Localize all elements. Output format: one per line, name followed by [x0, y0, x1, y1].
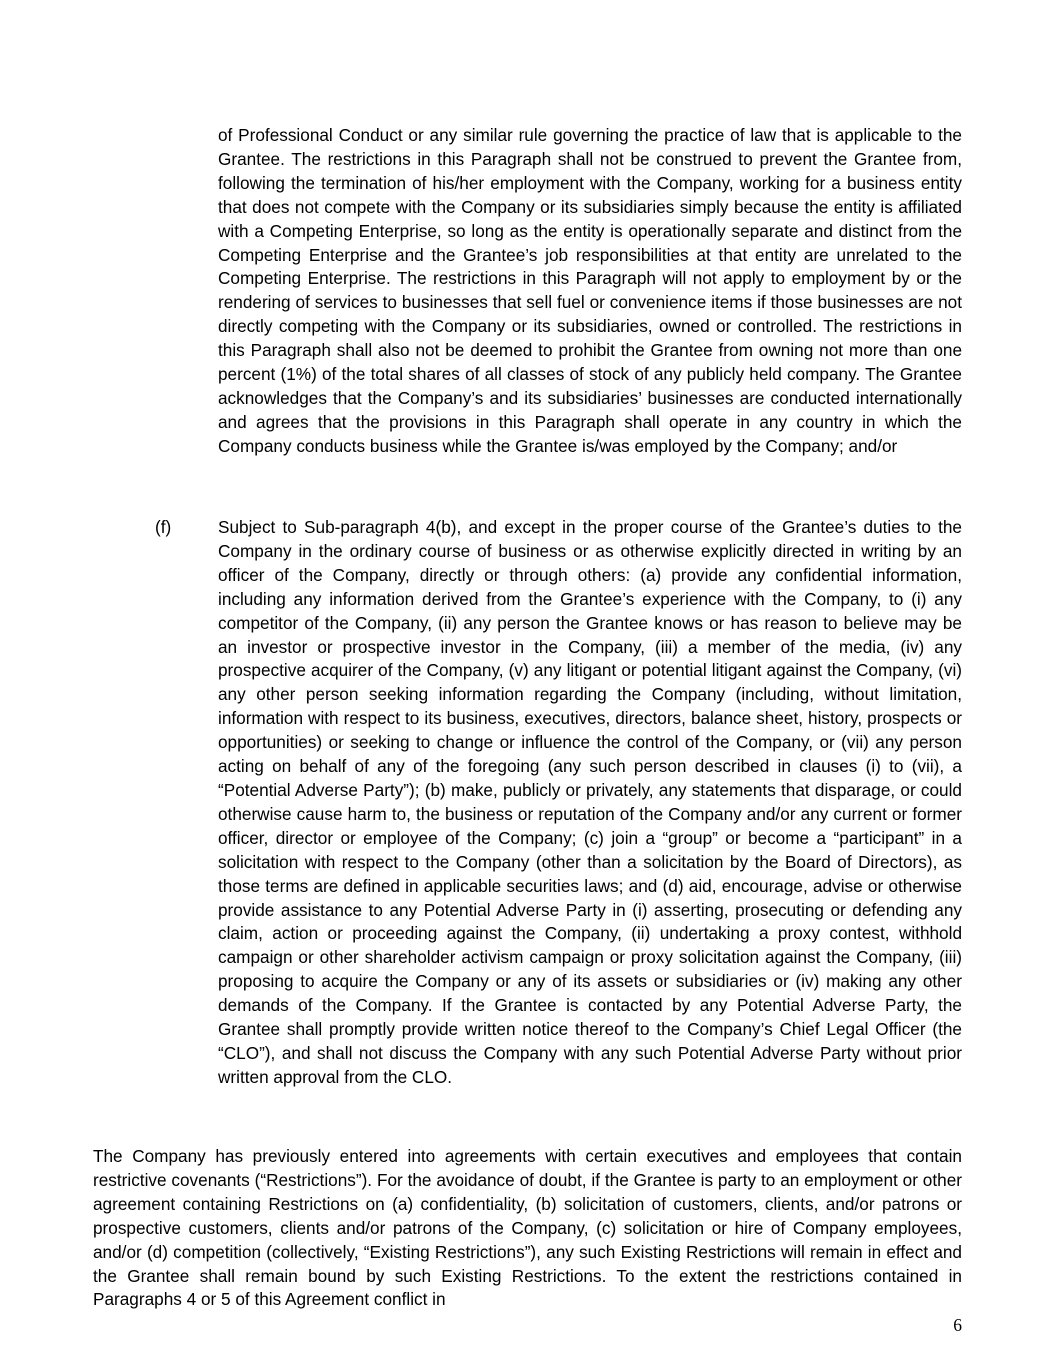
paragraph-e-continuation: of Professional Conduct or any similar rule governing the practice of law that is applicable to the Grantee. The restrictions in this Paragraph shall not be construed to prevent the Grantee from, following the termination of his/her employment with the Company, working for a business entity that does not compete with the Company or its subsidiaries simply because the entity is affiliated with a Competing Enterprise, so long as the entity is operationally separate and distinct from the Competing Enterprise and the Grantee’s job responsibilities at that entity are unrelated to the Competing Enterprise. The restrictions in this Paragraph will not apply to employment by or the rendering of services to businesses that sell fuel or convenience items if those businesses are not directly competing with the Company or its subsidiaries, owned or controlled. The restrictions in this Paragraph shall also not be deemed to prohibit the Grantee from owning not more than one percent (1%) of the total shares of all classes of stock of any publicly held company. The Grantee acknowledges that the Company’s and its subsidiaries’ businesses are conducted internationally and agrees that the provisions in this Paragraph shall operate in any country in which the Company conducts business while the Grantee is/was employed by the Company; and/or: [218, 125, 962, 456]
page-number: 6: [953, 1315, 962, 1335]
paragraph-existing-restrictions: The Company has previously entered into agreements with certain executives and employees that contain restrictive covenants (“Restrictions”). For the avoidance of doubt, if the Grantee is party to an employment or other agreement containing Restrictions on (a) confidentiality, (b) solicitation of customers, clients, and/or patrons or prospective customers, clients and/or patrons of the Company, (c) solicitation or hire of Company employees, and/or (d) competition (collectively, “Existing Restrictions”), any such Existing Restrictions will remain in effect and the Grantee shall remain bound by such Existing Restrictions. To the extent the restrictions contained in Paragraphs 4 or 5 of this Agreement conflict in: [93, 1146, 962, 1310]
paragraph-f-marker: (f): [155, 517, 172, 537]
paragraph-f-text: Subject to Sub-paragraph 4(b), and except in the proper course of the Grantee’s duties to the Company in the ordinary course of business or as otherwise explicitly directed in writing by an officer of the Company, directly or through others: (a) provide any confidential information, including any information derived from the Grantee’s experience with the Company, to (i) any competitor of the Company, (ii) any person the Grantee knows or has reason to believe may be an investor or prospective investor in the Company, (iii) a member of the media, (iv) any prospective acquirer of the Company, (v) any litigant or potential litigant against the Company, (vi) any other person seeking information regarding the Company (including, without limitation, information with respect to its business, executives, directors, balance sheet, history, prospects or opportunities) or seeking to change or influence the control of the Company, or (vii) any person acting on behalf of any of the foregoing (any such person described in clauses (i) to (vii), a “Potential Adverse Party”); (b) make, publicly or privately, any statements that disparage, or could otherwise cause harm to, the business or reputation of the Company and/or any current or former officer, director or employee of the Company; (c) join a “group” or become a “participant” in a solicitation with respect to the Company (other than a solicitation by the Board of Directors), as those terms are defined in applicable securities laws; and (d) aid, encourage, advise or otherwise provide assistance to any Potential Adverse Party in (i) asserting, prosecuting or defending any claim, action or proceeding against the Company, (ii) undertaking a proxy contest, withhold campaign or other shareholder activism campaign or proxy solicitation against the Company, (iii) proposing to acquire the Company or any of its assets or subsidiaries or (iv) making any other demands of the Company. If the Grantee is contacted by any Potential Adverse Party, the Grantee shall promptly provide written notice thereof to the Company’s Chief Legal Officer (the “CLO”), and shall not discuss the Company with any such Potential Adverse Party without prior written approval from the CLO.: [218, 517, 962, 1087]
